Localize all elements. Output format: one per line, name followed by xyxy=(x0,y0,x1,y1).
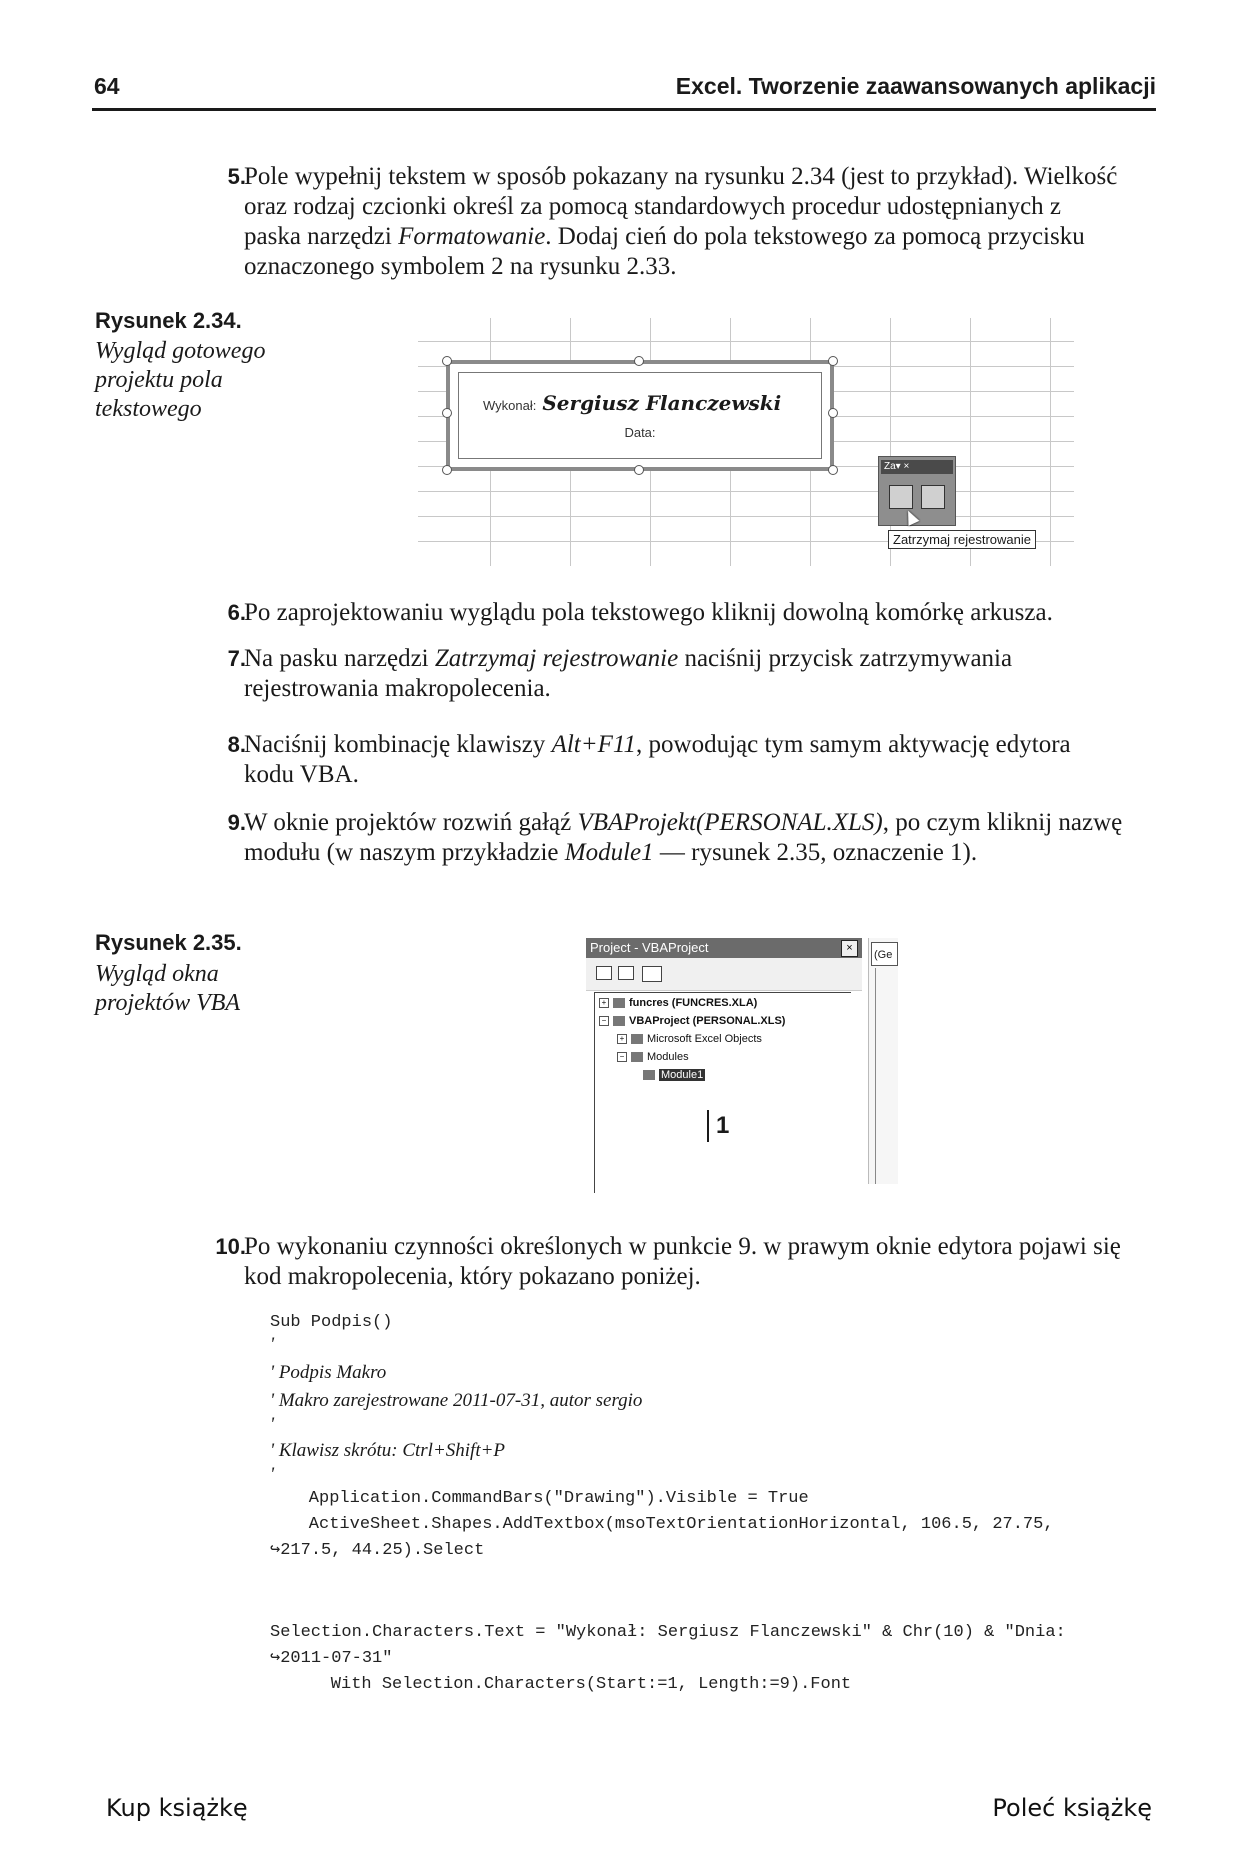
code-comment: ' xyxy=(270,1464,275,1485)
figure-caption-text: Wygląd okna projektów VBA xyxy=(95,961,241,1016)
grid-line xyxy=(970,318,971,566)
figure-2-35-vba-project-window xyxy=(586,938,897,1184)
resize-handle[interactable] xyxy=(634,465,644,475)
project-icon xyxy=(613,1016,625,1026)
step-number: 5. xyxy=(227,164,246,189)
close-icon[interactable]: × xyxy=(841,940,858,957)
tooltip: Zatrzymaj rejestrowanie xyxy=(888,530,1036,549)
grid-line xyxy=(418,516,1074,517)
code-comment: ' Klawisz skrótu: Ctrl+Shift+P xyxy=(270,1440,506,1461)
header-rule xyxy=(92,108,1156,111)
code-comment: ' xyxy=(270,1414,275,1435)
grid-line xyxy=(418,341,1074,342)
step-text: Na pasku narzędzi Zatrzymaj rejestrowanie naciśnij przycisk zatrzymywania rejestrowania makropolecenia. xyxy=(244,645,1013,702)
resize-handle[interactable] xyxy=(634,356,644,366)
marker-line xyxy=(707,1110,709,1142)
code-comment: ' xyxy=(270,1334,275,1355)
project-toolbar xyxy=(586,958,862,991)
expand-icon[interactable]: + xyxy=(599,998,609,1008)
collapse-icon[interactable]: − xyxy=(617,1052,627,1062)
step-text: Po wykonaniu czynności określonych w punkcie 9. w prawym oknie edytora pojawi się kod makropolecenia, który pokazano poniżej. xyxy=(244,1233,1121,1290)
step-text: Naciśnij kombinację klawiszy Alt+F11, powodując tym samym aktywację edytora kodu VBA. xyxy=(244,731,1071,788)
resize-handle[interactable] xyxy=(442,408,452,418)
code-line: ActiveSheet.Shapes.AddTextbox(msoTextOrientationHorizontal, 106.5, 27.75, xyxy=(268,1515,1054,1534)
tree-node-modules[interactable]: − Modules xyxy=(617,1051,689,1063)
tree-node-funcres[interactable]: + funcres (FUNCRES.XLA) xyxy=(599,997,757,1009)
date-label: Data: xyxy=(624,425,656,440)
code-comment: ' Podpis Makro xyxy=(270,1362,387,1383)
code-line: Sub Podpis() xyxy=(270,1313,393,1332)
toolbar-title: Za▾ × xyxy=(881,460,953,474)
project-tree xyxy=(594,992,851,1193)
object-combo[interactable]: (Ge xyxy=(871,942,898,966)
figure-2-34-excel-textbox xyxy=(418,318,1074,566)
step-text: Po zaprojektowaniu wyglądu pola tekstowego kliknij dowolną komórkę arkusza. xyxy=(244,599,1053,626)
view-code-icon[interactable] xyxy=(596,966,612,980)
stop-recording-button[interactable] xyxy=(889,485,913,509)
step-number: 10. xyxy=(215,1234,246,1259)
resize-handle[interactable] xyxy=(442,465,452,475)
textbox-content xyxy=(458,372,822,459)
signature-textbox[interactable] xyxy=(446,360,834,471)
resize-handle[interactable] xyxy=(828,356,838,366)
code-line: Application.CommandBars("Drawing").Visible = True xyxy=(268,1489,809,1508)
recommend-book-link[interactable]: Poleć książkę xyxy=(992,1794,1152,1822)
resize-handle[interactable] xyxy=(828,465,838,475)
step-number: 8. xyxy=(227,732,246,757)
figure-caption-text: Wygląd gotowego projektu pola tekstowego xyxy=(95,338,266,422)
code-line: Selection.Characters.Text = "Wykonał: Sergiusz Flanczewski" & Chr(10) & "Dnia: xyxy=(270,1623,1066,1642)
window-title: Project - VBAProject xyxy=(586,938,862,958)
figure-caption-title: Rysunek 2.35. xyxy=(95,930,242,955)
grid-line xyxy=(1050,318,1051,566)
buy-book-link[interactable]: Kup książkę xyxy=(106,1794,248,1822)
collapse-icon[interactable]: − xyxy=(599,1016,609,1026)
step-text: Pole wypełnij tekstem w sposób pokazany na rysunku 2.34 (jest to przykład). Wielkość oraz rodzaj czcionki określ za pomocą standardowych procedur udostępnianych z paska narzędzi Formatowanie. Dodaj cień do pola tekstowego za pomocą przycisku oznaczonego symbolem 2 na rysunku 2.33. xyxy=(244,163,1118,280)
code-comment: ' Makro zarejestrowane 2011-07-31, autor sergio xyxy=(270,1390,643,1411)
code-window-edge xyxy=(868,938,898,1184)
tree-node-excel-objects[interactable]: + Microsoft Excel Objects xyxy=(617,1033,762,1045)
step-number: 7. xyxy=(227,646,246,671)
view-object-icon[interactable] xyxy=(618,966,634,980)
code-line: ↪2011-07-31" xyxy=(270,1649,393,1668)
marker-label: 1 xyxy=(716,1112,730,1139)
running-title: Excel. Tworzenie zaawansowanych aplikacji xyxy=(675,73,1156,99)
folder-icon xyxy=(631,1052,643,1062)
step-number: 9. xyxy=(227,810,246,835)
divider xyxy=(875,968,876,1184)
tree-node-module1[interactable]: Module1 xyxy=(643,1069,705,1081)
tree-node-vbaproject[interactable]: − VBAProject (PERSONAL.XLS) xyxy=(599,1015,785,1027)
folder-icon xyxy=(631,1034,643,1044)
figure-caption-title: Rysunek 2.34. xyxy=(95,308,242,333)
grid-line xyxy=(890,318,891,566)
step-text: W oknie projektów rozwiń gałąź VBAProjekt(PERSONAL.XLS), po czym kliknij nazwę modułu (w naszym przykładzie Module1 — rysunek 2.35, oznaczenie 1). xyxy=(244,809,1123,866)
relative-reference-button[interactable] xyxy=(921,485,945,509)
project-icon xyxy=(613,998,625,1008)
author-signature: Sergiusz Flanczewski xyxy=(542,391,782,415)
code-line: ↪217.5, 44.25).Select xyxy=(270,1541,485,1560)
author-label: Wykonał: xyxy=(483,398,537,413)
step-number: 6. xyxy=(227,600,246,625)
resize-handle[interactable] xyxy=(442,356,452,366)
code-line: With Selection.Characters(Start:=1, Length:=9).Font xyxy=(290,1675,852,1694)
project-explorer-window xyxy=(586,938,862,1184)
resize-handle[interactable] xyxy=(828,408,838,418)
grid-line xyxy=(418,491,1074,492)
module-icon xyxy=(643,1070,655,1080)
textbox-line-1 xyxy=(483,391,781,415)
page-number: 64 xyxy=(94,73,120,99)
toggle-folders-icon[interactable] xyxy=(642,966,662,982)
expand-icon[interactable]: + xyxy=(617,1034,627,1044)
